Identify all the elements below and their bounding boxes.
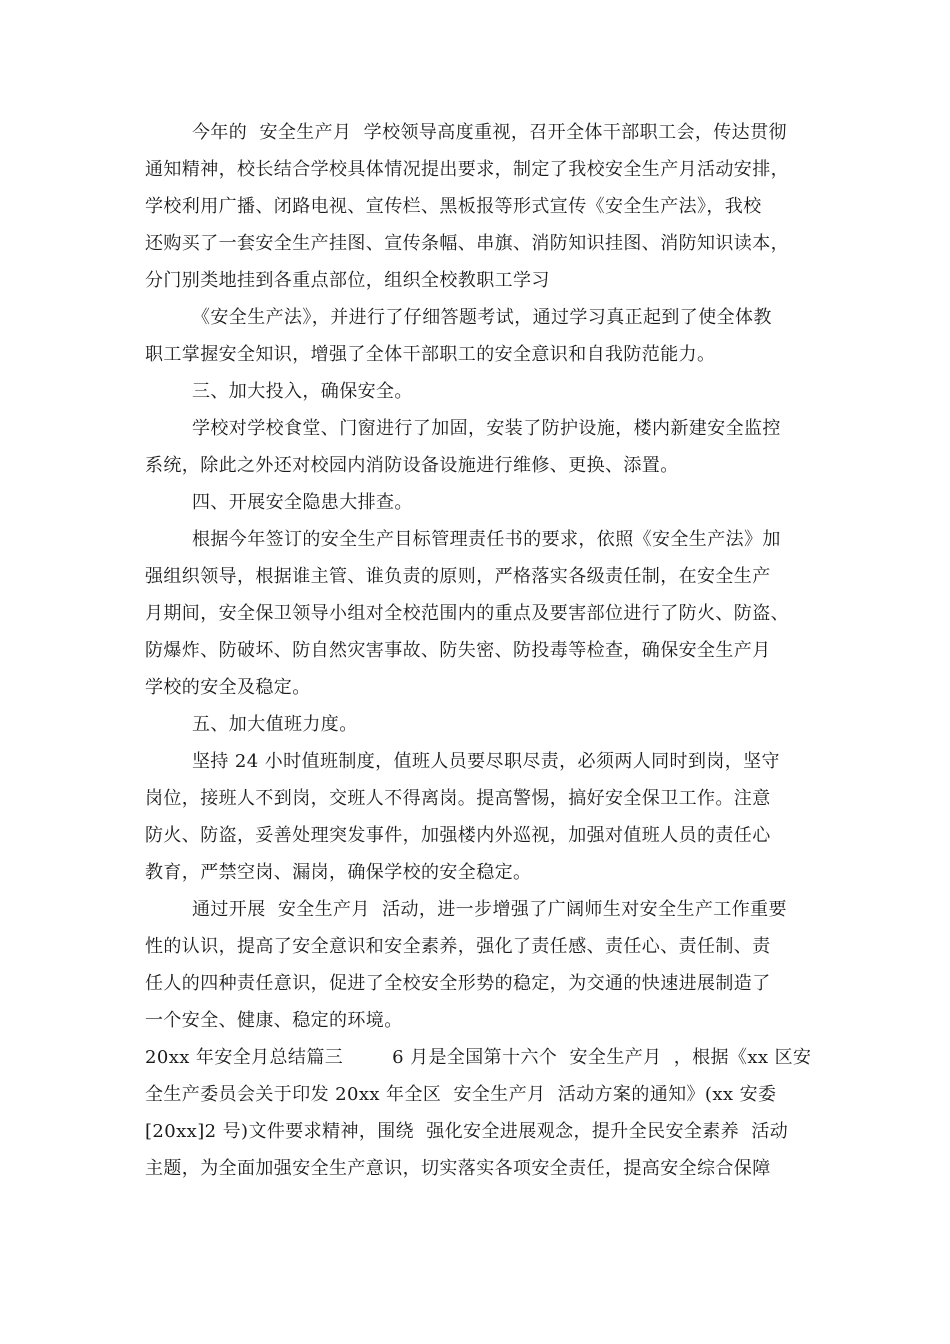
text-line: 性的认识，提高了安全意识和安全素养，强化了责任感、责任心、责任制、责 [145,936,771,957]
text-line: 学校的安全及稳定。 [145,677,311,698]
text-line: 职工掌握安全知识，增强了全体干部职工的安全意识和自我防范能力。 [145,344,716,365]
text-line: 通过开展 安全生产月 活动，进一步增强了广阔师生对安全生产工作重要 [192,899,787,920]
text-line: 强组织领导，根据谁主管、谁负责的原则，严格落实各级责任制，在安全生产 [145,566,771,587]
text-line: 主题，为全面加强安全生产意识，切实落实各项安全责任，提高安全综合保障 [145,1158,771,1179]
text-line: 还购买了一套安全生产挂图、宣传条幅、串旗、消防知识挂图、消防知识读本， [145,233,789,254]
text-line: 通知精神，校长结合学校具体情况提出要求，制定了我校安全生产月活动安排， [145,159,789,180]
text-line: 一个安全、健康、稳定的环境。 [145,1010,403,1031]
text-line: 《安全生产法》，并进行了仔细答题考试，通过学习真正起到了使全体教 [192,307,772,328]
text-line: 岗位，接班人不到岗，交班人不得离岗。提高警惕，搞好安全保卫工作。注意 [145,788,771,809]
text-line: 月期间，安全保卫领导小组对全校范围内的重点及要害部位进行了防火、防盗、 [145,603,789,624]
section-heading: 三、加大投入，确保安全。 [192,381,413,402]
text-line: 学校利用广播、闭路电视、宣传栏、黑板报等形式宣传《安全生产法》，我校 [145,196,762,217]
text-line: 防爆炸、防破坏、防自然灾害事故、防失密、防投毒等检查，确保安全生产月 [145,640,771,661]
text-line: 防火、防盗，妥善处理突发事件，加强楼内外巡视，加强对值班人员的责任心 [145,825,771,846]
text-line: 学校对学校食堂、门窗进行了加固，安装了防护设施，楼内新建安全监控 [192,418,781,439]
text-line: 教育，严禁空岗、漏岗，确保学校的安全稳定。 [145,862,532,883]
section-heading: 五、加大值班力度。 [192,714,358,735]
text-line: 20xx 年安全月总结篇三 6 月是全国第十六个 安全生产月 ，根据《xx 区安 [145,1047,812,1068]
text-line: 分门别类地挂到各重点部位，组织全校教职工学习 [145,270,550,291]
text-line: 根据今年签订的安全生产目标管理责任书的要求，依照《安全生产法》加 [192,529,781,550]
text-line: 任人的四种责任意识，促进了全校安全形势的稳定，为交通的快速进展制造了 [145,973,771,994]
text-line: 今年的 安全生产月 学校领导高度重视，召开全体干部职工会，传达贯彻 [192,122,787,143]
text-line: 坚持 24 小时值班制度，值班人员要尽职尽责，必须两人同时到岗，坚守 [192,751,780,772]
text-line: 全生产委员会关于印发 20xx 年全区 安全生产月 活动方案的通知》(xx 安委 [145,1084,777,1105]
text-line: 系统，除此之外还对校园内消防设备设施进行维修、更换、添置。 [145,455,679,476]
text-line: [20xx]2 号)文件要求精神，围绕 强化安全进展观念，提升全民安全素养 活动 [145,1121,789,1142]
section-heading: 四、开展安全隐患大排查。 [192,492,413,513]
